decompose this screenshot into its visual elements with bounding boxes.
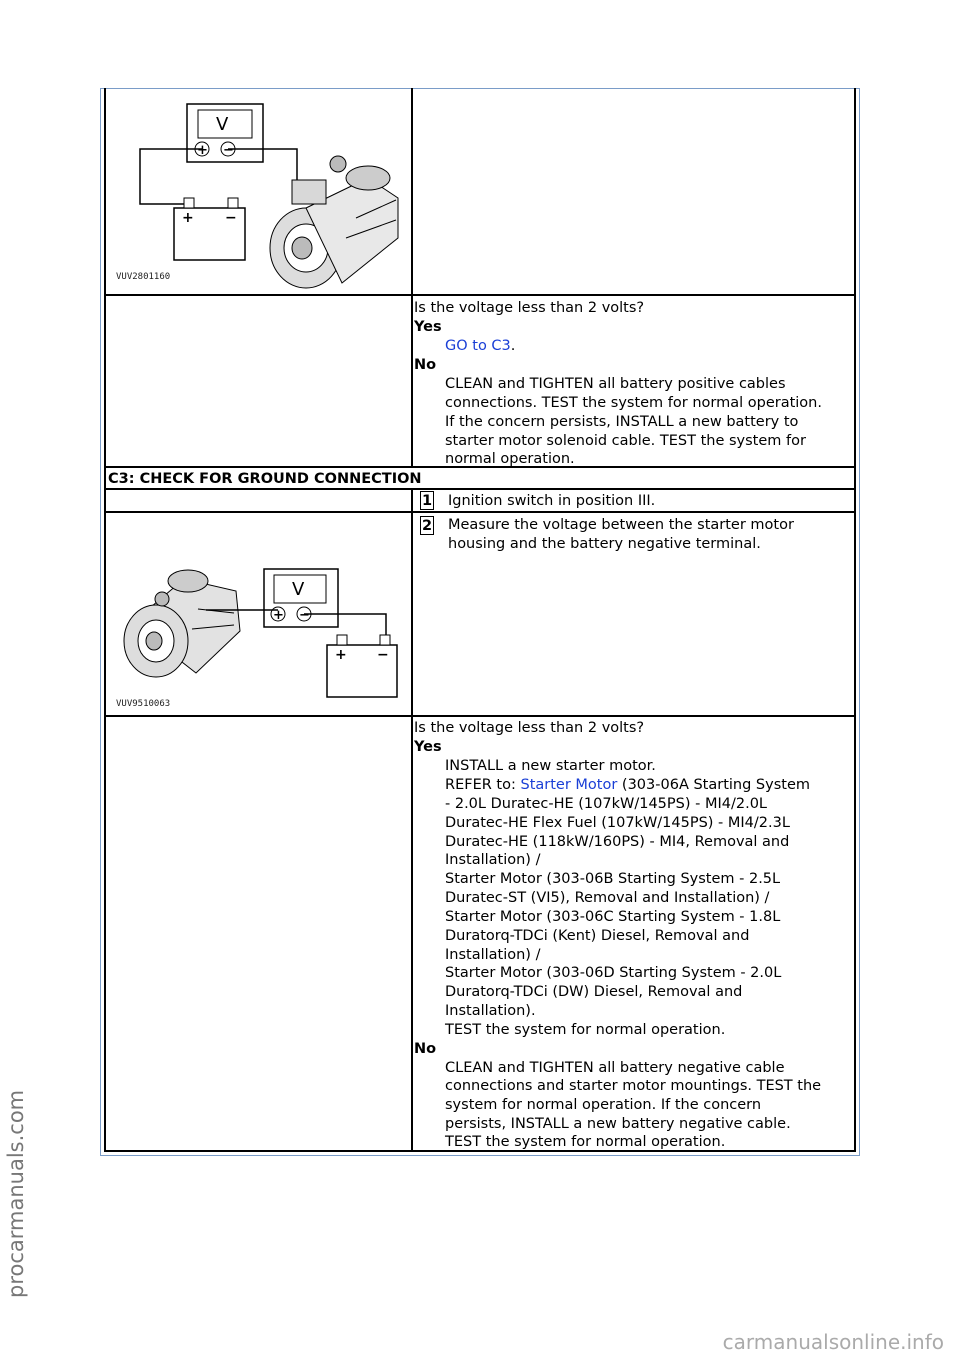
section1-left-cell bbox=[104, 294, 413, 468]
step1-cell bbox=[411, 488, 856, 513]
section3-no-line: system for normal operation. If the concern bbox=[445, 1097, 762, 1113]
section3-yes-line: - 2.0L Duratec-HE (107kW/145PS) - MI4/2.0L bbox=[445, 796, 767, 812]
meter-plus-label: + bbox=[197, 143, 208, 158]
section3-yes-line: Duratec-HE Flex Fuel (107kW/145PS) - MI4/2.3L bbox=[445, 815, 790, 831]
section3-yes-line: Installation) / bbox=[445, 852, 541, 868]
section3-yes-line: Starter Motor (303-06D Starting System - 2.0L bbox=[445, 965, 782, 981]
section3-no-label: No bbox=[414, 1041, 437, 1057]
figure2-code: VUV9510063 bbox=[116, 699, 171, 709]
meter-plus-label: + bbox=[273, 608, 284, 623]
figure2-cell bbox=[104, 511, 413, 717]
section1-yes-label: Yes bbox=[414, 319, 442, 335]
yes-suffix: . bbox=[510, 338, 516, 354]
section3-answer-cell bbox=[411, 715, 856, 1152]
starter-motor-icon bbox=[124, 570, 240, 677]
section3-left-cell bbox=[104, 715, 413, 1152]
meter-minus-label: − bbox=[299, 608, 310, 623]
bottom-watermark: carmanualsonline.info bbox=[722, 1330, 944, 1354]
section3-yes-line: Duratec-ST (VI5), Removal and Installation) / bbox=[445, 890, 770, 906]
voltmeter-symbol: V bbox=[216, 114, 229, 135]
section1-yes-line bbox=[445, 337, 515, 356]
voltmeter-battery-starter-diagram bbox=[106, 88, 411, 294]
section1-no-line: starter motor solenoid cable. TEST the system for bbox=[445, 433, 806, 449]
refer-prefix: REFER to: bbox=[445, 777, 521, 793]
section3-yes-line: Installation) / bbox=[445, 947, 541, 963]
section1-question: Is the voltage less than 2 volts? bbox=[414, 300, 645, 316]
section3-yes-line: Duratorq-TDCi (DW) Diesel, Removal and bbox=[445, 984, 743, 1000]
step2-line: housing and the battery negative terminal. bbox=[448, 536, 761, 552]
refer-suffix: (303-06A Starting System bbox=[617, 777, 810, 793]
section3-yes-label: Yes bbox=[414, 739, 442, 755]
figure1-right-cell bbox=[411, 88, 856, 296]
section3-yes-line: TEST the system for normal operation. bbox=[445, 1022, 726, 1038]
step1-number: 1 bbox=[421, 493, 433, 509]
section1-no-line: normal operation. bbox=[445, 451, 575, 467]
step2-cell bbox=[411, 511, 856, 717]
section3-yes-line: Duratec-HE (118kW/160PS) - MI4, Removal and bbox=[445, 834, 790, 850]
section3-no-line: persists, INSTALL a new battery negative cable. bbox=[445, 1116, 791, 1132]
go-to-c3-link[interactable]: GO to C3 bbox=[445, 338, 511, 354]
section1-no-line: CLEAN and TIGHTEN all battery positive cables bbox=[445, 376, 786, 392]
refer-line bbox=[445, 776, 810, 795]
step2-number: 2 bbox=[421, 518, 433, 534]
section1-answer-cell bbox=[411, 294, 856, 468]
section3-yes-line: INSTALL a new starter motor. bbox=[445, 758, 656, 774]
section3-yes-line: Starter Motor (303-06C Starting System - 1.8L bbox=[445, 909, 781, 925]
step1-left-cell bbox=[104, 488, 413, 513]
meter-minus-label: − bbox=[223, 143, 234, 158]
section3-no-line: CLEAN and TIGHTEN all battery negative cable bbox=[445, 1060, 785, 1076]
step2-line: Measure the voltage between the starter motor bbox=[448, 517, 794, 533]
c3-heading-cell bbox=[104, 466, 856, 490]
section1-no-line: If the concern persists, INSTALL a new battery to bbox=[445, 414, 799, 430]
starter-motor-link[interactable]: Starter Motor bbox=[520, 777, 618, 793]
voltmeter-symbol: V bbox=[292, 579, 305, 600]
side-watermark: procarmanuals.com bbox=[4, 1089, 28, 1298]
section3-yes-line: Installation). bbox=[445, 1003, 536, 1019]
battery-minus-label: − bbox=[377, 647, 389, 663]
figure1-code: VUV2801160 bbox=[116, 272, 171, 282]
ground-check-diagram bbox=[106, 513, 411, 715]
battery-plus-label: + bbox=[335, 647, 347, 663]
step1-text: Ignition switch in position III. bbox=[448, 493, 656, 509]
section3-question: Is the voltage less than 2 volts? bbox=[414, 720, 645, 736]
c3-heading: C3: CHECK FOR GROUND CONNECTION bbox=[108, 471, 422, 487]
section3-no-line: connections and starter motor mountings. TEST the bbox=[445, 1078, 822, 1094]
section1-no-line: connections. TEST the system for normal operation. bbox=[445, 395, 822, 411]
section3-yes-line: Duratorq-TDCi (Kent) Diesel, Removal and bbox=[445, 928, 750, 944]
battery-plus-label: + bbox=[182, 210, 194, 226]
section1-no-label: No bbox=[414, 357, 437, 373]
section3-yes-line: Starter Motor (303-06B Starting System - 2.5L bbox=[445, 871, 781, 887]
section3-no-line: TEST the system for normal operation. bbox=[445, 1134, 726, 1150]
starter-motor-icon bbox=[270, 156, 398, 288]
battery-minus-label: − bbox=[225, 210, 237, 226]
figure1-cell bbox=[104, 88, 413, 296]
